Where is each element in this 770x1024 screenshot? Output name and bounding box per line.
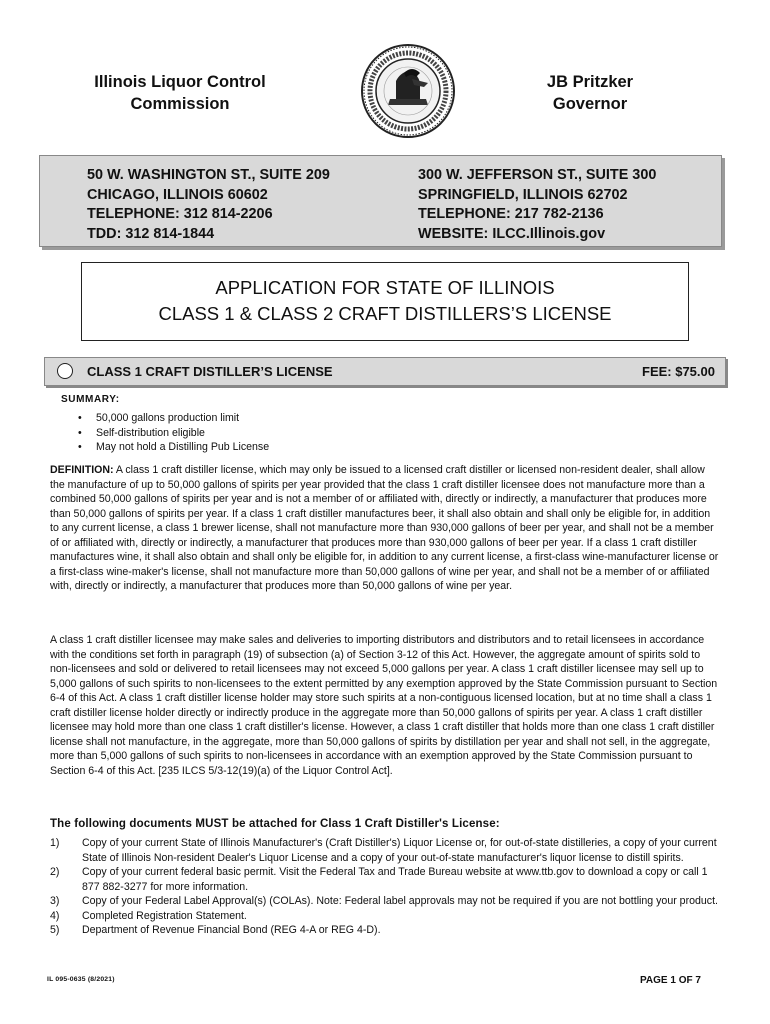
agency-name-line2: Commission (130, 95, 230, 113)
item-number: 3) (50, 895, 60, 907)
page-number: PAGE 1 OF 7 (640, 975, 701, 986)
summary-item-text: May not hold a Distilling Pub License (96, 441, 270, 453)
summary-list (78, 411, 269, 455)
chicago-office-address (87, 166, 330, 244)
governor-title: Governor (552, 95, 628, 113)
address-line: TELEPHONE: 312 814-2206 (87, 206, 273, 222)
springfield-office-address (418, 166, 656, 244)
list-item (50, 836, 720, 865)
form-title-line1: APPLICATION FOR STATE OF ILLINOIS (215, 277, 555, 298)
item-text: Copy of your Federal Label Approval(s) (COLAs). Note: Federal label approvals may not be required if you are not bottling your product. (82, 895, 718, 907)
list-item (50, 923, 720, 938)
governor-name-line1: JB Pritzker (546, 73, 634, 91)
definition-text: A class 1 craft distiller license, which may only be issued to a licensed craft distiller or licensed non-resident dealer, shall allow the manufacture of up to 50,000 gallons of spirits per year provided that the class 1 craft distiller licensee does not manufacture more than a combined 50,000 gallons of spirits per year and is not a member of or affiliated with, directly or indirectly, a manufacturer that produces more than 50,000 gallons of spirits per year. If a class 1 craft distiller manufactures beer, it shall also obtain and shall only be eligible for, in addition to any current license, a class 1 brewer license, shall not manufacture more than 930,000 gallons of beer per year, and shall not be a member of or affiliated with, directly or indirectly, a manufacturer that produces more than 930,000 gallons of beer per year. If a class 1 craft distiller manufactures wine, it shall also obtain and shall only be eligible for, in addition to any current license, a first-class wine-manufacturer license or a first-class wine-maker's license, shall not manufacture more than 50,000 gallons of wine per year, and shall not be a member of or affiliated with, directly or indirectly, a manufacturer that produces more than 50,000 gallons of wine per year. (50, 464, 719, 592)
required-documents-heading: The following documents MUST be attached for Class 1 Craft Distiller's License: (50, 818, 500, 830)
summary-item-text: 50,000 gallons production limit (96, 412, 240, 424)
sales-paragraph: A class 1 craft distiller licensee may make sales and deliveries to importing distributors and distributors and to retail licensees in accordance with the conditions set forth in paragraph (19) of subsection (a) of Section 3-12 of this Act. However, the aggregate amount of spirits sold to non-licensees and sold or delivered to retail licensees may not exceed 5,000 gallons per year. A class 1 craft distiller licensee may sell up to 5,000 gallons of such spirits to non-licensees to the extent permitted by any exemption approved by the State Commission pursuant to Section 6-4 of this Act. A class 1 craft distiller license holder may store such spirits at a non-contiguous licensed location, but at no time shall a class 1 craft distiller license holder directly or indirectly produce in the aggregate more than 50,000 gallons of spirits per year. A class 1 craft distiller licensee may hold more than one class 1 craft distiller's license. However, a class 1 craft distiller that holds more than one class 1 craft distiller license shall not manufacture, in the aggregate, more than 50,000 gallons of spirits by distillation per year and shall not sell, in the aggregate, more than 5,000 gallons of such spirits to non-licensees in accordance with an exemption approved by the State Commission pursuant to Section 6-4 of this Act. [235 ILCS 5/3-12(19)(a) of the Liquor Control Act]. (50, 634, 718, 777)
item-number: 2) (50, 866, 60, 878)
item-text: Copy of your current federal basic permit. Visit the Federal Tax and Trade Bureau website at www.ttb.gov to download a copy or call 1 877 882-3277 for more information. (82, 866, 708, 893)
agency-name (70, 71, 290, 115)
list-item (50, 894, 720, 909)
state-seal-icon (360, 43, 456, 139)
class1-license-option[interactable] (44, 357, 726, 386)
list-item (50, 909, 720, 924)
item-text: Department of Revenue Financial Bond (REG 4-A or REG 4-D). (82, 924, 381, 936)
address-line: 50 W. WASHINGTON ST., SUITE 209 (87, 167, 330, 183)
class1-radio-button[interactable] (57, 363, 73, 379)
address-line: 300 W. JEFFERSON ST., SUITE 300 (418, 167, 657, 183)
agency-name-line1: Illinois Liquor Control (94, 73, 266, 91)
item-text: Completed Registration Statement. (82, 909, 247, 922)
governor-name (510, 71, 670, 115)
definition-label: DEFINITION: (50, 464, 114, 476)
item-number: 4) (50, 909, 60, 922)
address-line: SPRINGFIELD, ILLINOIS 62702 (418, 186, 628, 203)
form-title-box (81, 262, 689, 341)
item-text: Copy of your current State of Illinois Manufacturer's (Craft Distiller's) Liquor License or, for out-of-state distilleries, a copy of your current State of Illinois Non-resident Dealer's Liquor License and a copy of your out-of-state manufacturer's liquor license to distill spirits. (82, 837, 717, 864)
list-item (50, 865, 720, 894)
address-line: TELEPHONE: 217 782-2136 (418, 206, 604, 222)
address-box (39, 155, 722, 247)
class1-license-label: CLASS 1 CRAFT DISTILLER’S LICENSE (87, 364, 333, 379)
item-number: 1) (50, 837, 60, 849)
list-item (78, 411, 269, 426)
definition-paragraph (50, 463, 720, 594)
address-line: TDD: 312 814-1844 (87, 225, 215, 242)
website-line: WEBSITE: ILCC.Illinois.gov (418, 225, 606, 242)
class1-license-fee: FEE: $75.00 (642, 364, 715, 379)
item-number: 5) (50, 924, 60, 936)
form-code: IL 095-0635 (8/2021) (47, 976, 115, 983)
list-item (78, 426, 269, 441)
list-item (78, 440, 269, 455)
form-title-line2: CLASS 1 & CLASS 2 CRAFT DISTILLERS’S LICENSE (158, 303, 612, 324)
address-line: CHICAGO, ILLINOIS 60602 (87, 186, 268, 203)
summary-heading: SUMMARY: (61, 394, 120, 405)
summary-item-text: Self-distribution eligible (96, 426, 205, 439)
required-documents-list (50, 836, 720, 938)
